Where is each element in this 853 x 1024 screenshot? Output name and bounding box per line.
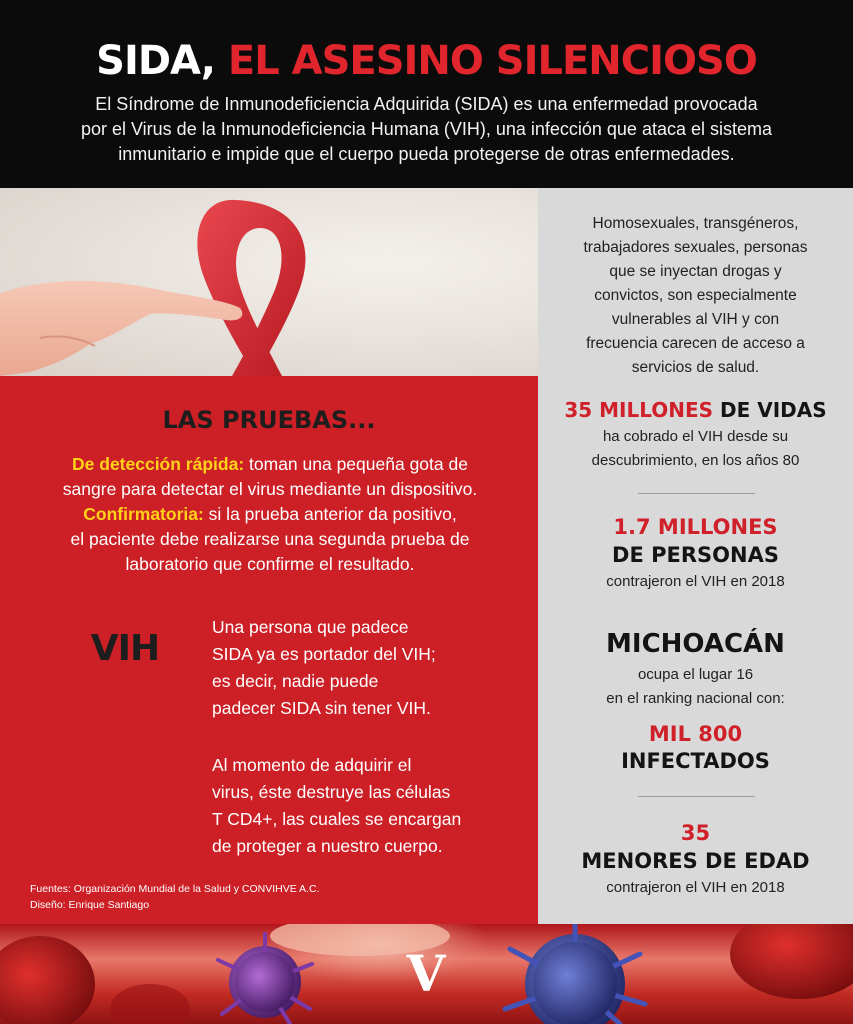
lives-stat-heading bbox=[548, 398, 843, 422]
stat-line: ocupa el lugar 16 bbox=[637, 666, 754, 683]
infected-number: MIL 800 bbox=[648, 722, 743, 746]
stat-line: ha cobrado el VIH desde su bbox=[602, 428, 789, 445]
stat-line: trabajadores sexuales, personas bbox=[583, 239, 808, 256]
infected-label: INFECTADOS bbox=[621, 749, 770, 773]
title-part1: SIDA, bbox=[96, 38, 215, 84]
vih-paragraph-2 bbox=[212, 752, 512, 860]
stat-line: servicios de salud. bbox=[631, 359, 760, 376]
vih-line: T CD4+, las cuales se encargan bbox=[212, 809, 462, 829]
confirm-test-line: el paciente debe realizarse una segunda prueba de bbox=[70, 529, 470, 549]
lives-label: DE VIDAS bbox=[713, 398, 827, 422]
confirm-test-line: laboratorio que confirme el resultado. bbox=[125, 554, 415, 574]
minors-number: 35 bbox=[680, 821, 711, 845]
lives-number: 35 MILLONES bbox=[564, 398, 714, 422]
intro-line: inmunitario e impide que el cuerpo pueda protegerse de otras enfermedades. bbox=[118, 144, 735, 164]
divider bbox=[638, 796, 755, 797]
stat-line: vulnerables al VIH y con bbox=[611, 311, 780, 328]
minors-stat-text: contrajeron el VIH en 2018 bbox=[606, 879, 785, 896]
tests-description bbox=[40, 452, 500, 577]
publication-logo: V bbox=[406, 944, 446, 1003]
title-part2: EL ASESINO SILENCIOSO bbox=[227, 38, 757, 84]
intro-line: por el Virus de la Inmunodeficiencia Humana (VIH), una infección que ataca el sistema bbox=[80, 119, 773, 139]
people-number: 1.7 MILLONES bbox=[613, 515, 778, 539]
state-name: MICHOACÁN bbox=[606, 629, 785, 659]
vih-line: virus, éste destruye las células bbox=[212, 782, 451, 802]
confirm-test-line bbox=[40, 502, 500, 527]
page-title bbox=[0, 38, 853, 84]
rapid-test-label: De detección rápida: bbox=[72, 454, 245, 474]
stat-line: en el ranking nacional con: bbox=[606, 690, 785, 707]
vih-line: padecer SIDA sin tener VIH. bbox=[212, 698, 431, 718]
sources-text: Fuentes: Organización Mundial de la Salud y CONVIHVE A.C. bbox=[30, 883, 320, 895]
state-stat-text bbox=[548, 663, 843, 711]
vih-line: de proteger a nuestro cuerpo. bbox=[212, 836, 443, 856]
lives-stat-text bbox=[548, 425, 843, 473]
rapid-test-line: sangre para detectar el virus mediante un dispositivo. bbox=[62, 479, 478, 499]
intro-line: El Síndrome de Inmunodeficiencia Adquirida (SIDA) es una enfermedad provocada bbox=[95, 94, 758, 114]
stat-line: que se inyectan drogas y bbox=[609, 263, 782, 280]
credits bbox=[30, 881, 319, 913]
stat-line: descubrimiento, en los años 80 bbox=[591, 452, 800, 469]
vih-line: Una persona que padece bbox=[212, 617, 409, 637]
vih-line: Al momento de adquirir el bbox=[212, 755, 412, 775]
rapid-test-line bbox=[40, 452, 500, 477]
design-credit: Diseño: Enrique Santiago bbox=[30, 899, 150, 911]
vulnerable-groups-text bbox=[548, 212, 843, 380]
vih-line: es decir, nadie puede bbox=[212, 671, 379, 691]
stat-line: Homosexuales, transgéneros, bbox=[592, 215, 799, 232]
vih-paragraph-1 bbox=[212, 614, 512, 722]
tests-title: LAS PRUEBAS... bbox=[162, 406, 376, 434]
ribbon-photo bbox=[0, 188, 538, 376]
people-stat-text: contrajeron el VIH en 2018 bbox=[606, 573, 785, 590]
vih-line: SIDA ya es portador del VIH; bbox=[212, 644, 436, 664]
red-ribbon-icon bbox=[0, 188, 538, 376]
confirm-test-label: Confirmatoria: bbox=[83, 504, 204, 524]
minors-label: MENORES DE EDAD bbox=[581, 849, 810, 873]
people-label: DE PERSONAS bbox=[612, 543, 779, 567]
intro-paragraph bbox=[50, 92, 803, 167]
rapid-test-text: toman una pequeña gota de bbox=[244, 454, 468, 474]
confirm-test-text: si la prueba anterior da positivo, bbox=[203, 504, 457, 524]
vih-label: VIH bbox=[90, 628, 160, 669]
stat-line: frecuencia carecen de acceso a bbox=[586, 335, 805, 352]
stat-line: convictos, son especialmente bbox=[594, 287, 797, 304]
divider bbox=[638, 493, 755, 494]
